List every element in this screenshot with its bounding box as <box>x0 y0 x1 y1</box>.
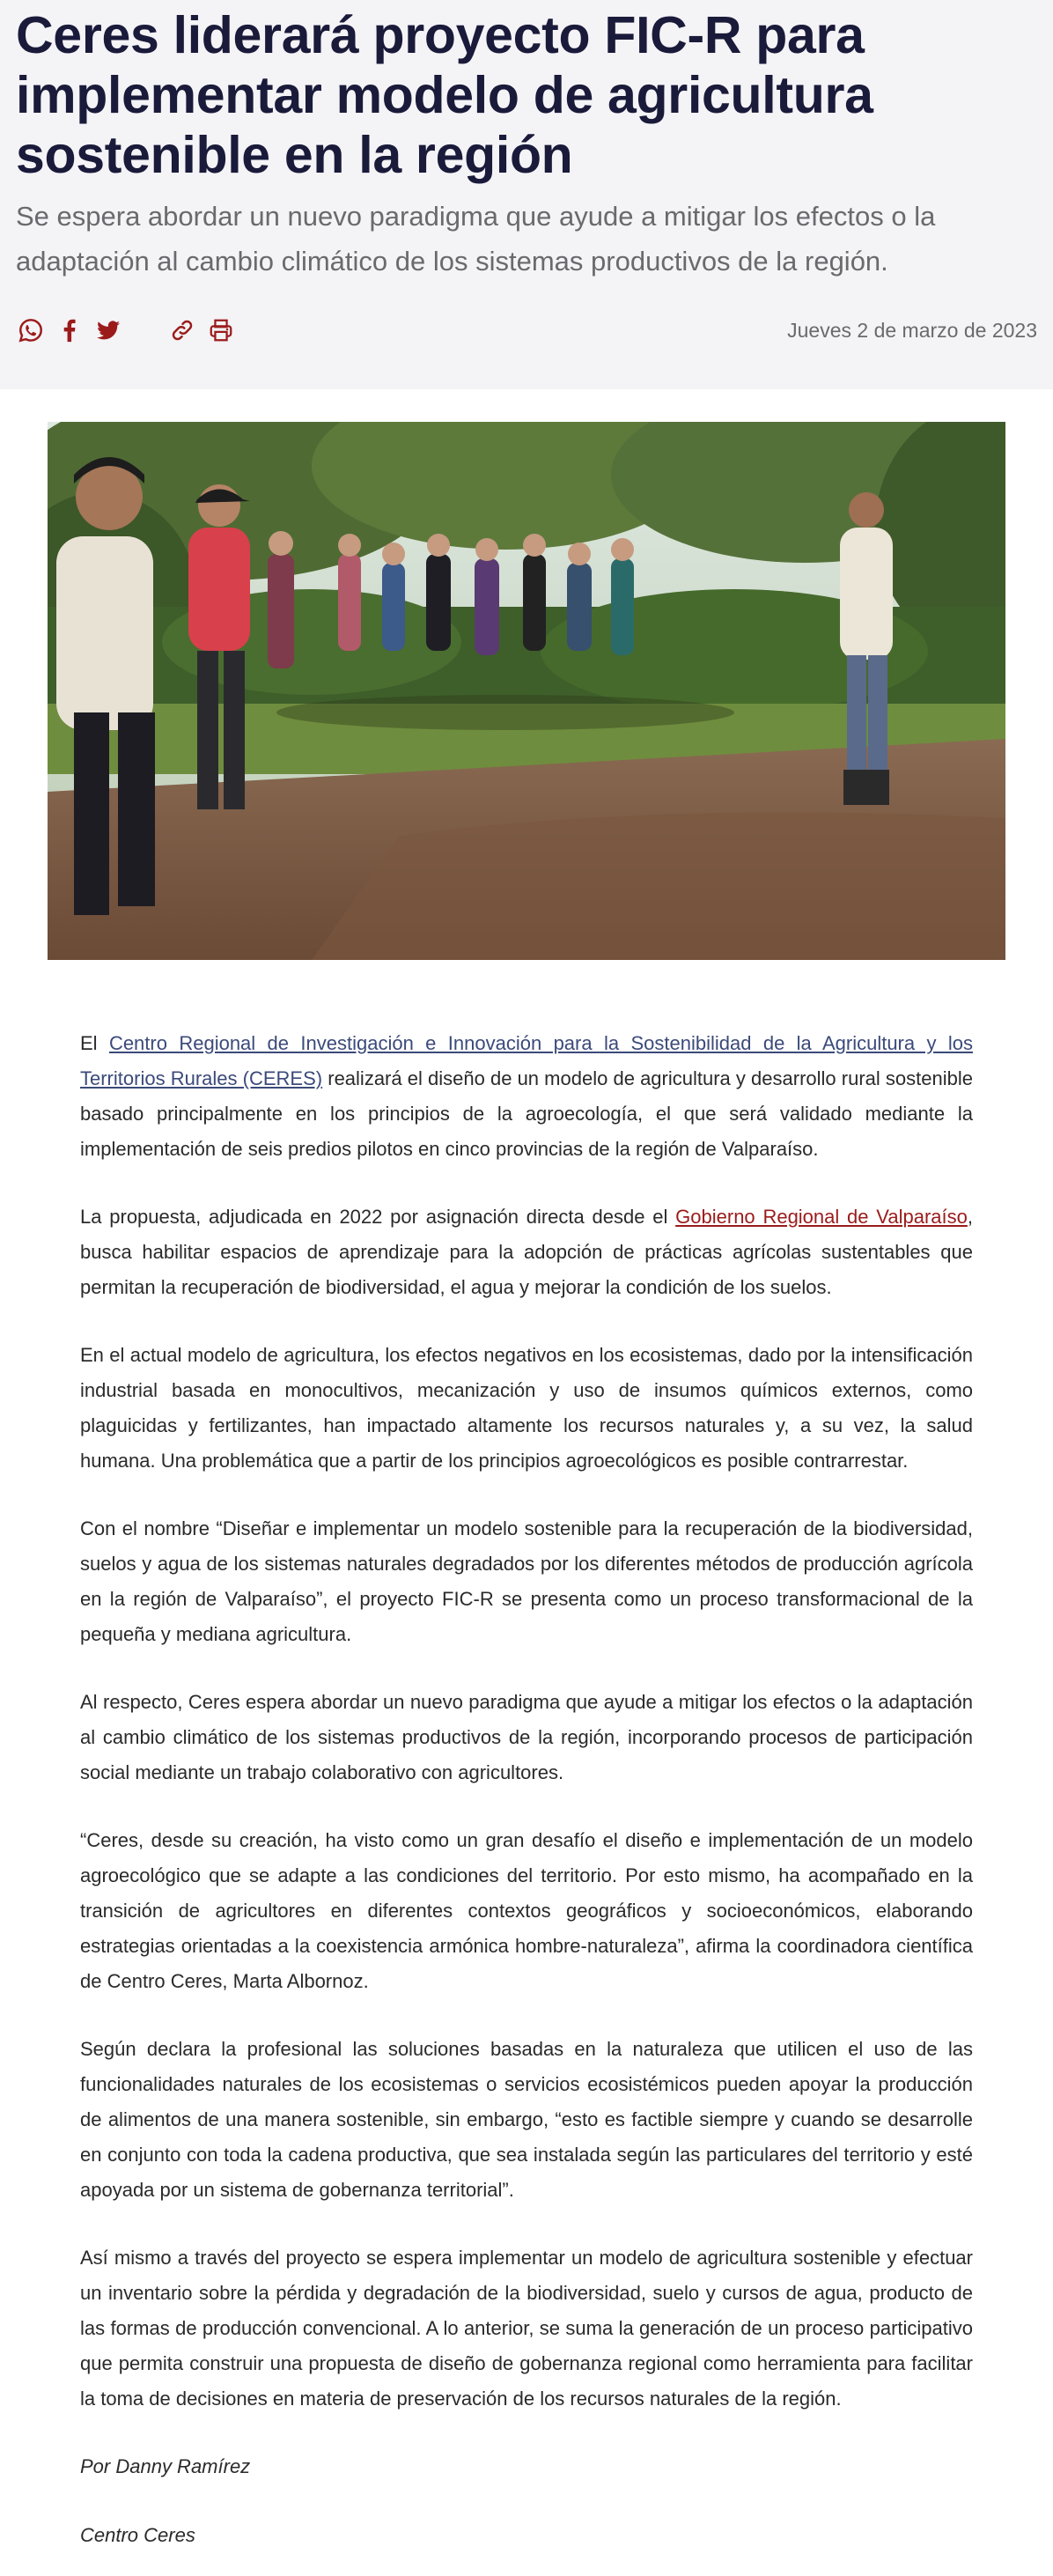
paragraph-6: “Ceres, desde su creación, ha visto como un gran desafío el diseño e implementación de un modelo agroecológico que se adapte a las condiciones del territorio. Por esto mismo, ha acompañado en la transición de agricultores en diferentes contextos geográficos y socioeconómicos, elaborando estrategias orientadas a la coexistencia armónica hombre-naturaleza”, afirma la coordinadora científica de Centro Ceres, Marta Albornoz. <box>80 1829 973 1992</box>
paragraph-1 <box>80 1026 973 1167</box>
paragraph-8: Así mismo a través del proyecto se espera implementar un modelo de agricultura sostenible y efectuar un inventario sobre la pérdida y degradación de la biodiversidad, suelo y cursos de agua, producto de las formas de producción convencional. A lo anterior, se suma la generación de un proceso participativo que permita construir una propuesta de diseño de gobernanza regional como herramienta para facilitar la toma de decisiones en materia de preservación de los recursos naturales de la región. <box>80 2247 973 2410</box>
field-group-photo <box>48 422 1005 960</box>
paragraph-2 <box>80 1199 973 1305</box>
paragraph-1-intro: El <box>80 1032 109 1054</box>
paragraph-3: En el actual modelo de agricultura, los efectos negativos en los ecosistemas, dado por la intensificación industrial basada en monocultivos, mecanización y uso de insumos químicos externos, como plaguicidas y fertilizantes, han impactado altamente los recursos naturales y, a su vez, la salud humana. Una problemática que a partir de los principios agroecológicos es posible contrarrestar. <box>80 1344 973 1472</box>
article-body <box>80 960 973 2553</box>
share-toolbar <box>16 313 1037 348</box>
twitter-icon[interactable] <box>93 315 123 345</box>
facebook-icon[interactable] <box>55 315 85 345</box>
article-author: Por Danny Ramírez <box>80 2455 251 2477</box>
ceres-link[interactable]: Centro Regional de Investigación e Innovación para la Sostenibilidad de la Agricultura y los Territorios Rurales (CERES) <box>80 1032 973 1089</box>
paragraph-5: Al respecto, Ceres espera abordar un nuevo paradigma que ayude a mitigar los efectos o la adaptación al cambio climático de los sistemas productivos de la región, incorporando procesos de participación social mediante un trabajo colaborativo con agricultores. <box>80 1691 973 1783</box>
paragraph-2-text: , busca habilitar espacios de aprendizaje para la adopción de prácticas agrícolas sustentables que permitan la recuperación de biodiversidad, el agua y mejorar la condición de los suelos. <box>80 1206 973 1298</box>
paragraph-2-intro: La propuesta, adjudicada en 2022 por asignación directa desde el <box>80 1206 676 1228</box>
article-title: Ceres liderará proyecto FIC-R para implementar modelo de agricultura sostenible en la región <box>16 6 873 184</box>
publish-date: Jueves 2 de marzo de 2023 <box>787 318 1037 342</box>
gobierno-regional-link[interactable]: Gobierno Regional de Valparaíso <box>675 1206 968 1228</box>
print-icon[interactable] <box>206 315 236 345</box>
article-source: Centro Ceres <box>80 2524 195 2546</box>
article-subtitle: Se espera abordar un nuevo paradigma que ayude a mitigar los efectos o la adaptación al cambio climático de los sistemas productivos de la región. <box>16 201 936 277</box>
paragraph-7: Según declara la profesional las soluciones basadas en la naturaleza que utilicen el uso de las funcionalidades naturales de los ecosistemas o servicios ecosistémicos pueden apoyar la producción de alimentos de una manera sostenible, sin embargo, “esto es factible siempre y cuando se desarrolle en conjunto con toda la cadena productiva, que sea instalada según las particulares del territorio y esté apoyada por un sistema de gobernanza territorial”. <box>80 2038 973 2201</box>
link-icon[interactable] <box>167 315 197 345</box>
whatsapp-icon[interactable] <box>16 315 46 345</box>
paragraph-1-text: realizará el diseño de un modelo de agricultura y desarrollo rural sostenible basado principalmente en los principios de la agroecología, el que será validado mediante la implementación de seis predios pilotos en cinco provincias de la región de Valparaíso. <box>80 1067 973 1160</box>
hero-photo <box>48 422 1005 960</box>
article-header <box>0 0 1053 389</box>
paragraph-4: Con el nombre “Diseñar e implementar un modelo sostenible para la recuperación de la biodiversidad, suelos y agua de los sistemas naturales degradados por los diferentes métodos de producción agrícola en la región de Valparaíso”, el proyecto FIC-R se presenta como un proceso transformacional de la pequeña y mediana agricultura. <box>80 1517 973 1645</box>
